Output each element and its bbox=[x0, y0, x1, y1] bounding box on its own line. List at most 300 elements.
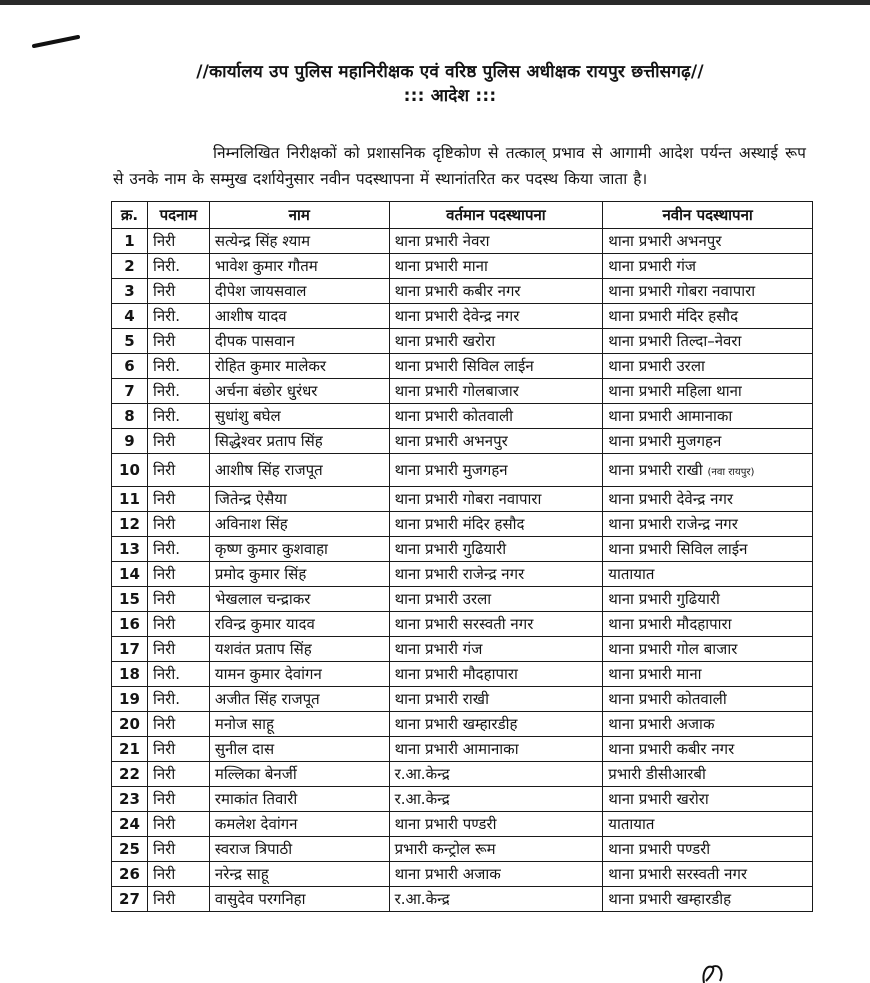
cell-name-text: अजीत सिंह राजपूत bbox=[214, 690, 320, 708]
cell-serial bbox=[112, 304, 148, 329]
top-border bbox=[0, 0, 870, 5]
cell-serial-text: 14 bbox=[119, 565, 140, 583]
cell-name bbox=[209, 404, 389, 429]
cell-new-posting bbox=[603, 612, 813, 637]
cell-current-posting bbox=[389, 229, 603, 254]
cell-serial bbox=[112, 379, 148, 404]
cell-designation bbox=[147, 762, 209, 787]
cell-new-posting-text: थाना प्रभारी मुजगहन bbox=[608, 432, 722, 450]
cell-name bbox=[209, 254, 389, 279]
cell-designation-text: निरी. bbox=[152, 357, 180, 375]
cell-name-text: मल्लिका बेनर्जी bbox=[214, 765, 297, 783]
table-row bbox=[112, 254, 813, 279]
cell-name-text: सत्येन्द्र सिंह श्याम bbox=[214, 232, 311, 250]
cell-serial bbox=[112, 887, 148, 912]
cell-current-posting-text: र.आ.केन्द्र bbox=[394, 765, 450, 783]
cell-designation bbox=[147, 537, 209, 562]
cell-designation-text: निरी bbox=[152, 461, 176, 479]
cell-new-posting bbox=[603, 279, 813, 304]
cell-serial-text: 5 bbox=[124, 332, 135, 350]
transfer-table bbox=[111, 201, 813, 912]
cell-new-posting-text: यातायात bbox=[608, 565, 655, 583]
cell-new-posting bbox=[603, 887, 813, 912]
cell-current-posting-text: थाना प्रभारी आमानाका bbox=[394, 740, 519, 758]
cell-new-posting-text: थाना प्रभारी आमानाका bbox=[608, 407, 733, 425]
cell-new-posting-text: थाना प्रभारी गुढियारी bbox=[608, 590, 720, 608]
cell-current-posting bbox=[389, 279, 603, 304]
cell-name bbox=[209, 512, 389, 537]
cell-current-posting bbox=[389, 612, 603, 637]
cell-current-posting-text: थाना प्रभारी खरोरा bbox=[394, 332, 496, 350]
cell-new-posting-text: थाना प्रभारी देवेन्द्र नगर bbox=[608, 490, 734, 508]
cell-current-posting bbox=[389, 429, 603, 454]
cell-serial bbox=[112, 279, 148, 304]
cell-serial-text: 3 bbox=[124, 282, 135, 300]
cell-new-posting-text: थाना प्रभारी पण्डरी bbox=[608, 840, 711, 858]
cell-name-text: रविन्द्र कुमार यादव bbox=[214, 615, 315, 633]
cell-new-posting bbox=[603, 862, 813, 887]
cell-name bbox=[209, 687, 389, 712]
cell-name bbox=[209, 612, 389, 637]
cell-name-text: कृष्ण कुमार कुशवाहा bbox=[214, 540, 328, 558]
cell-name-text: कमलेश देवांगन bbox=[214, 815, 298, 833]
cell-designation-text: निरी bbox=[152, 282, 176, 300]
table-row bbox=[112, 762, 813, 787]
cell-designation bbox=[147, 587, 209, 612]
cell-name bbox=[209, 787, 389, 812]
cell-current-posting bbox=[389, 862, 603, 887]
cell-designation bbox=[147, 712, 209, 737]
cell-new-posting-text: थाना प्रभारी राजेन्द्र नगर bbox=[608, 515, 738, 533]
cell-designation-text: निरी bbox=[152, 332, 176, 350]
cell-serial-text: 7 bbox=[124, 382, 135, 400]
cell-designation bbox=[147, 562, 209, 587]
cell-serial-text: 21 bbox=[119, 740, 140, 758]
cell-serial-text: 17 bbox=[119, 640, 140, 658]
cell-serial-text: 27 bbox=[119, 890, 140, 908]
cell-designation bbox=[147, 354, 209, 379]
cell-current-posting-text: प्रभारी कन्ट्रोल रूम bbox=[394, 840, 496, 858]
cell-name bbox=[209, 329, 389, 354]
cell-name-text: भेखलाल चन्द्राकर bbox=[214, 590, 311, 608]
cell-new-posting bbox=[603, 229, 813, 254]
cell-current-posting bbox=[389, 637, 603, 662]
cell-designation-text: निरी bbox=[152, 640, 176, 658]
cell-name-text: सुधांशु बघेल bbox=[214, 407, 281, 425]
table-row bbox=[112, 229, 813, 254]
header-name: नाम bbox=[209, 202, 389, 229]
cell-serial-text: 19 bbox=[119, 690, 140, 708]
cell-designation bbox=[147, 404, 209, 429]
cell-new-posting-text: थाना प्रभारी मंदिर हसौद bbox=[608, 307, 739, 325]
cell-new-posting bbox=[603, 379, 813, 404]
cell-current-posting bbox=[389, 404, 603, 429]
cell-new-posting-text: थाना प्रभारी खरोरा bbox=[608, 790, 709, 808]
header-serial: क्र. bbox=[112, 202, 148, 229]
cell-current-posting bbox=[389, 687, 603, 712]
cell-new-posting bbox=[603, 354, 813, 379]
cell-name bbox=[209, 454, 389, 487]
cell-designation bbox=[147, 887, 209, 912]
cell-current-posting-text: र.आ.केन्द्र bbox=[394, 790, 450, 808]
cell-name bbox=[209, 537, 389, 562]
cell-new-posting bbox=[603, 512, 813, 537]
cell-name bbox=[209, 762, 389, 787]
cell-serial bbox=[112, 787, 148, 812]
cell-serial-text: 10 bbox=[119, 461, 140, 479]
cell-designation-text: निरी bbox=[152, 840, 176, 858]
cell-current-posting bbox=[389, 379, 603, 404]
cell-designation bbox=[147, 662, 209, 687]
cell-current-posting bbox=[389, 762, 603, 787]
cell-new-posting bbox=[603, 304, 813, 329]
cell-current-posting-text: थाना प्रभारी गुढियारी bbox=[394, 540, 507, 558]
cell-designation bbox=[147, 454, 209, 487]
cell-designation bbox=[147, 737, 209, 762]
table-row bbox=[112, 737, 813, 762]
posting-note: (नवा रायपुर) bbox=[707, 467, 755, 478]
cell-current-posting bbox=[389, 837, 603, 862]
cell-new-posting bbox=[603, 637, 813, 662]
cell-name-text: स्वराज त्रिपाठी bbox=[214, 840, 293, 858]
cell-current-posting-text: थाना प्रभारी सिविल लाईन bbox=[394, 357, 534, 375]
cell-serial-text: 26 bbox=[119, 865, 140, 883]
cell-name-text: अर्चना बंछोर धुरंधर bbox=[214, 382, 318, 400]
cell-designation-text: निरी bbox=[152, 515, 176, 533]
cell-serial bbox=[112, 762, 148, 787]
cell-serial bbox=[112, 712, 148, 737]
cell-designation-text: निरी bbox=[152, 890, 176, 908]
cell-new-posting bbox=[603, 404, 813, 429]
cell-serial-text: 2 bbox=[124, 257, 135, 275]
cell-new-posting-text: थाना प्रभारी सरस्वती नगर bbox=[608, 865, 748, 883]
cell-name bbox=[209, 379, 389, 404]
cell-current-posting-text: थाना प्रभारी गंज bbox=[394, 640, 483, 658]
cell-name-text: प्रमोद कुमार सिंह bbox=[214, 565, 307, 583]
cell-name bbox=[209, 562, 389, 587]
order-intro-paragraph: निम्नलिखित निरीक्षकों को प्रशासनिक दृष्टिकोण से तत्काल् प्रभाव से आगामी आदेश पर्यन्त अस्थाई रूप से उनके नाम के सम्मुख दर्शायेनुसार नवीन पदस्थापना में स्थानांतरित कर पदस्थ किया जाता है। bbox=[113, 143, 806, 188]
cell-new-posting bbox=[603, 812, 813, 837]
cell-current-posting bbox=[389, 712, 603, 737]
cell-designation bbox=[147, 512, 209, 537]
table-row bbox=[112, 637, 813, 662]
cell-designation-text: निरी bbox=[152, 765, 176, 783]
cell-designation-text: निरी. bbox=[152, 407, 180, 425]
table-row bbox=[112, 537, 813, 562]
cell-serial bbox=[112, 687, 148, 712]
cell-new-posting-text: थाना प्रभारी मौदहापारा bbox=[608, 615, 732, 633]
table-row bbox=[112, 887, 813, 912]
cell-serial-text: 24 bbox=[119, 815, 140, 833]
table-row bbox=[112, 787, 813, 812]
cell-name-text: आशीष सिंह राजपूत bbox=[214, 461, 323, 479]
cell-new-posting bbox=[603, 537, 813, 562]
cell-new-posting-text: थाना प्रभारी माना bbox=[608, 665, 702, 683]
cell-serial bbox=[112, 812, 148, 837]
cell-new-posting-text: थाना प्रभारी गोबरा नवापारा bbox=[608, 282, 756, 300]
cell-name bbox=[209, 229, 389, 254]
cell-serial bbox=[112, 837, 148, 862]
cell-new-posting bbox=[603, 562, 813, 587]
cell-name-text: भावेश कुमार गौतम bbox=[214, 257, 318, 275]
cell-designation-text: निरी bbox=[152, 740, 176, 758]
cell-new-posting bbox=[603, 787, 813, 812]
table-row bbox=[112, 662, 813, 687]
cell-designation bbox=[147, 304, 209, 329]
cell-new-posting bbox=[603, 837, 813, 862]
cell-designation-text: निरी. bbox=[152, 540, 180, 558]
cell-new-posting-text: थाना प्रभारी अभनपुर bbox=[608, 232, 722, 250]
cell-designation bbox=[147, 329, 209, 354]
cell-serial bbox=[112, 487, 148, 512]
cell-name bbox=[209, 637, 389, 662]
cell-new-posting bbox=[603, 687, 813, 712]
cell-serial bbox=[112, 512, 148, 537]
table-row bbox=[112, 304, 813, 329]
table-row bbox=[112, 687, 813, 712]
header-current-posting: वर्तमान पदस्थापना bbox=[389, 202, 603, 229]
cell-serial-text: 20 bbox=[119, 715, 140, 733]
cell-designation bbox=[147, 812, 209, 837]
cell-name-text: अविनाश सिंह bbox=[214, 515, 288, 533]
cell-new-posting-text: थाना प्रभारी महिला थाना bbox=[608, 382, 742, 400]
cell-name bbox=[209, 662, 389, 687]
table-row bbox=[112, 329, 813, 354]
cell-serial-text: 13 bbox=[119, 540, 140, 558]
cell-serial bbox=[112, 562, 148, 587]
cell-current-posting-text: थाना प्रभारी अजाक bbox=[394, 865, 501, 883]
cell-current-posting-text: थाना प्रभारी देवेन्द्र नगर bbox=[394, 307, 520, 325]
cell-serial-text: 8 bbox=[124, 407, 135, 425]
cell-name-text: जितेन्द्र ऐसैया bbox=[214, 490, 287, 508]
cell-serial-text: 9 bbox=[124, 432, 135, 450]
cell-serial bbox=[112, 737, 148, 762]
cell-new-posting-text: थाना प्रभारी कबीर नगर bbox=[608, 740, 735, 758]
document-header bbox=[90, 60, 810, 108]
cell-designation bbox=[147, 837, 209, 862]
cell-designation bbox=[147, 279, 209, 304]
table-row bbox=[112, 429, 813, 454]
cell-current-posting-text: र.आ.केन्द्र bbox=[394, 890, 450, 908]
cell-current-posting bbox=[389, 887, 603, 912]
cell-serial-text: 16 bbox=[119, 615, 140, 633]
cell-serial-text: 11 bbox=[119, 490, 140, 508]
cell-designation-text: निरी. bbox=[152, 307, 180, 325]
cell-current-posting-text: थाना प्रभारी पण्डरी bbox=[394, 815, 497, 833]
table-row bbox=[112, 612, 813, 637]
cell-name bbox=[209, 304, 389, 329]
cell-designation-text: निरी bbox=[152, 565, 176, 583]
header-designation: पदनाम bbox=[147, 202, 209, 229]
cell-designation bbox=[147, 379, 209, 404]
cell-serial-text: 18 bbox=[119, 665, 140, 683]
cell-designation bbox=[147, 637, 209, 662]
table-row bbox=[112, 404, 813, 429]
cell-current-posting-text: थाना प्रभारी अभनपुर bbox=[394, 432, 508, 450]
cell-designation-text: निरी. bbox=[152, 665, 180, 683]
table-row bbox=[112, 512, 813, 537]
cell-name-text: नरेन्द्र साहू bbox=[214, 865, 269, 883]
cell-designation-text: निरी bbox=[152, 232, 176, 250]
cell-designation-text: निरी bbox=[152, 815, 176, 833]
cell-designation-text: निरी. bbox=[152, 257, 180, 275]
table-row bbox=[112, 354, 813, 379]
cell-current-posting-text: थाना प्रभारी उरला bbox=[394, 590, 492, 608]
cell-serial bbox=[112, 329, 148, 354]
cell-name bbox=[209, 887, 389, 912]
cell-serial-text: 4 bbox=[124, 307, 135, 325]
cell-new-posting bbox=[603, 487, 813, 512]
cell-new-posting bbox=[603, 737, 813, 762]
cell-serial bbox=[112, 229, 148, 254]
cell-designation-text: निरी bbox=[152, 490, 176, 508]
cell-serial-text: 22 bbox=[119, 765, 140, 783]
table-body bbox=[112, 229, 813, 912]
cell-name-text: आशीष यादव bbox=[214, 307, 287, 325]
table-row bbox=[112, 862, 813, 887]
cell-current-posting-text: थाना प्रभारी गोलबाजार bbox=[394, 382, 519, 400]
cell-current-posting-text: थाना प्रभारी राखी bbox=[394, 690, 489, 708]
cell-serial bbox=[112, 354, 148, 379]
cell-name bbox=[209, 812, 389, 837]
cell-designation bbox=[147, 612, 209, 637]
cell-name-text: सुनील दास bbox=[214, 740, 275, 758]
cell-name bbox=[209, 862, 389, 887]
cell-current-posting-text: थाना प्रभारी मुजगहन bbox=[394, 461, 508, 479]
cell-designation-text: निरी bbox=[152, 715, 176, 733]
cell-current-posting-text: थाना प्रभारी राजेन्द्र नगर bbox=[394, 565, 525, 583]
cell-serial bbox=[112, 662, 148, 687]
cell-name bbox=[209, 279, 389, 304]
cell-current-posting bbox=[389, 512, 603, 537]
cell-new-posting-text: थाना प्रभारी अजाक bbox=[608, 715, 715, 733]
cell-new-posting bbox=[603, 587, 813, 612]
cell-serial bbox=[112, 587, 148, 612]
cell-designation-text: निरी bbox=[152, 432, 176, 450]
cell-new-posting bbox=[603, 662, 813, 687]
cell-designation bbox=[147, 862, 209, 887]
cell-serial bbox=[112, 404, 148, 429]
cell-current-posting bbox=[389, 487, 603, 512]
table-row bbox=[112, 562, 813, 587]
cell-designation bbox=[147, 787, 209, 812]
cell-serial-text: 6 bbox=[124, 357, 135, 375]
table-row bbox=[112, 487, 813, 512]
cell-current-posting bbox=[389, 812, 603, 837]
cell-name-text: मनोज साहू bbox=[214, 715, 274, 733]
cell-current-posting-text: थाना प्रभारी मौदहापारा bbox=[394, 665, 518, 683]
cell-serial-text: 23 bbox=[119, 790, 140, 808]
cell-new-posting bbox=[603, 712, 813, 737]
cell-current-posting bbox=[389, 254, 603, 279]
cell-new-posting-text: थाना प्रभारी कोतवाली bbox=[608, 690, 727, 708]
cell-new-posting bbox=[603, 762, 813, 787]
cell-serial bbox=[112, 429, 148, 454]
cell-name-text: सिद्धेश्वर प्रताप सिंह bbox=[214, 432, 323, 450]
cell-current-posting bbox=[389, 454, 603, 487]
table-row bbox=[112, 379, 813, 404]
cell-designation bbox=[147, 487, 209, 512]
cell-serial bbox=[112, 254, 148, 279]
cell-current-posting-text: थाना प्रभारी गोबरा नवापारा bbox=[394, 490, 542, 508]
cell-designation-text: निरी. bbox=[152, 690, 180, 708]
cell-current-posting bbox=[389, 562, 603, 587]
table-row bbox=[112, 454, 813, 487]
cell-name-text: दीपक पासवान bbox=[214, 332, 295, 350]
table-row bbox=[112, 587, 813, 612]
cell-name-text: रमाकांत तिवारी bbox=[214, 790, 298, 808]
cell-current-posting-text: थाना प्रभारी मंदिर हसौद bbox=[394, 515, 525, 533]
cell-new-posting bbox=[603, 329, 813, 354]
cell-serial bbox=[112, 537, 148, 562]
cell-name-text: वासुदेव परगनिहा bbox=[214, 890, 306, 908]
cell-new-posting-text: यातायात bbox=[608, 815, 655, 833]
cell-new-posting-text: थाना प्रभारी गंज bbox=[608, 257, 697, 275]
cell-new-posting bbox=[603, 254, 813, 279]
table-row bbox=[112, 837, 813, 862]
cell-designation-text: निरी bbox=[152, 590, 176, 608]
cell-current-posting bbox=[389, 329, 603, 354]
cell-serial-text: 25 bbox=[119, 840, 140, 858]
cell-new-posting-text: थाना प्रभारी गोल बाजार bbox=[608, 640, 738, 658]
cell-designation bbox=[147, 229, 209, 254]
office-title: //कार्यालय उप पुलिस महानिरीक्षक एवं वरिष्ठ पुलिस अधीक्षक रायपुर छत्तीसगढ़// bbox=[196, 62, 704, 82]
cell-designation-text: निरी. bbox=[152, 382, 180, 400]
cell-current-posting-text: थाना प्रभारी माना bbox=[394, 257, 488, 275]
cell-name-text: रोहित कुमार मालेकर bbox=[214, 357, 327, 375]
cell-new-posting-text: थाना प्रभारी सिविल लाईन bbox=[608, 540, 748, 558]
cell-designation-text: निरी bbox=[152, 615, 176, 633]
cell-serial bbox=[112, 862, 148, 887]
cell-current-posting bbox=[389, 537, 603, 562]
cell-name-text: दीपेश जायसवाल bbox=[214, 282, 307, 300]
cell-new-posting bbox=[603, 429, 813, 454]
table-row bbox=[112, 812, 813, 837]
cell-name bbox=[209, 837, 389, 862]
cell-new-posting-text: थाना प्रभारी उरला bbox=[608, 357, 705, 375]
cell-current-posting bbox=[389, 662, 603, 687]
cell-name-text: यशवंत प्रताप सिंह bbox=[214, 640, 312, 658]
cell-current-posting-text: थाना प्रभारी खम्हारडीह bbox=[394, 715, 518, 733]
cell-name bbox=[209, 354, 389, 379]
cell-designation bbox=[147, 254, 209, 279]
cell-current-posting bbox=[389, 304, 603, 329]
cell-current-posting bbox=[389, 587, 603, 612]
table-row bbox=[112, 712, 813, 737]
cell-new-posting-text: थाना प्रभारी खम्हारडीह bbox=[608, 890, 732, 908]
cell-designation-text: निरी bbox=[152, 865, 176, 883]
pen-mark-stroke bbox=[32, 32, 82, 52]
order-title: ::: आदेश ::: bbox=[403, 86, 497, 106]
cell-new-posting-text: प्रभारी डीसीआरबी bbox=[608, 765, 706, 783]
cell-serial-text: 12 bbox=[119, 515, 140, 533]
table-row bbox=[112, 279, 813, 304]
cell-designation-text: निरी bbox=[152, 790, 176, 808]
cell-name bbox=[209, 737, 389, 762]
cell-current-posting-text: थाना प्रभारी कोतवाली bbox=[394, 407, 514, 425]
cell-new-posting-text: थाना प्रभारी तिल्दा–नेवरा bbox=[608, 332, 742, 350]
cell-current-posting-text: थाना प्रभारी सरस्वती नगर bbox=[394, 615, 534, 633]
cell-designation bbox=[147, 687, 209, 712]
cell-serial bbox=[112, 612, 148, 637]
cell-serial-text: 1 bbox=[124, 232, 135, 250]
cell-name bbox=[209, 487, 389, 512]
cell-serial bbox=[112, 454, 148, 487]
cell-new-posting bbox=[603, 454, 813, 487]
table-header-row bbox=[112, 202, 813, 229]
header-new-posting: नवीन पदस्थापना bbox=[603, 202, 813, 229]
cell-current-posting-text: थाना प्रभारी नेवरा bbox=[394, 232, 490, 250]
